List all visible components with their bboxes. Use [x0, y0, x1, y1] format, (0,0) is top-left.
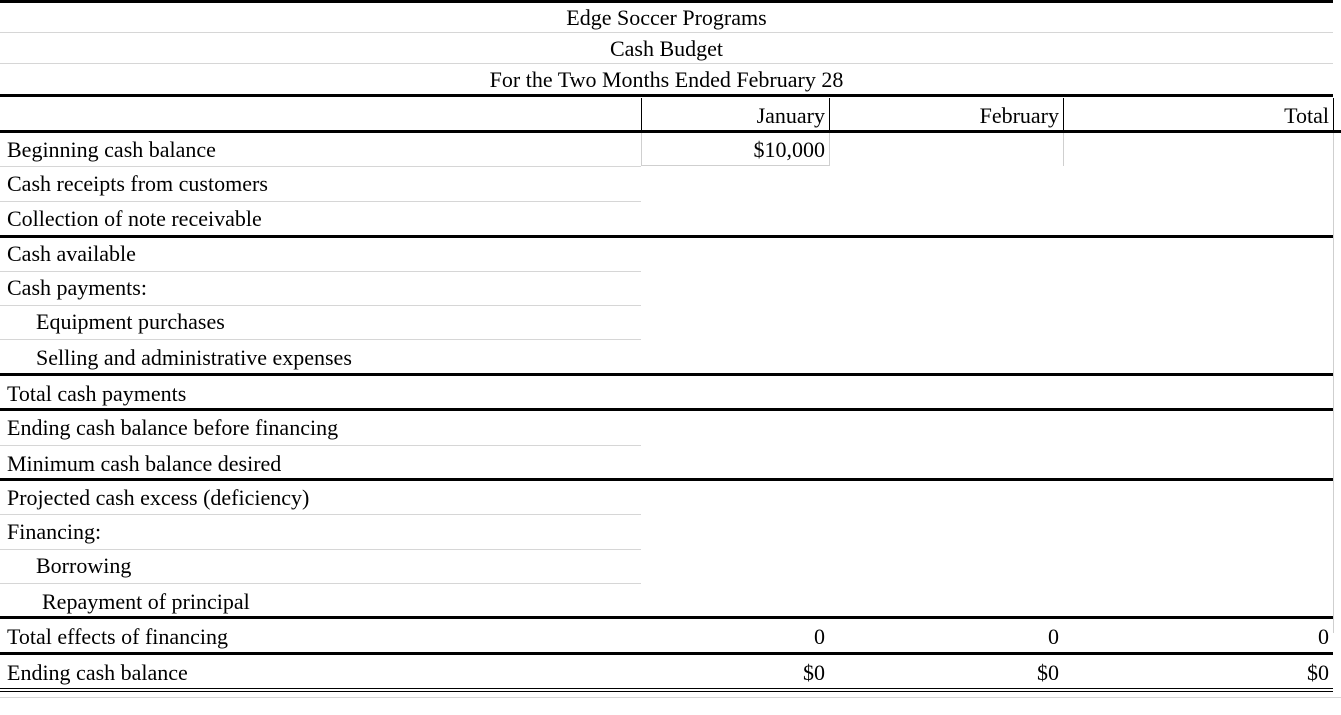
row-divider: [0, 514, 641, 515]
row-divider: [0, 583, 641, 584]
report-period: For the Two Months Ended February 28: [489, 67, 844, 92]
ending-cash-january[interactable]: $0: [803, 660, 825, 685]
subtotal-border: [0, 408, 1333, 411]
column-separator: [1333, 98, 1334, 132]
column-header-january: January: [756, 103, 825, 128]
row-label-cash-available: Cash available: [7, 241, 136, 266]
subtotal-border: [0, 652, 1333, 655]
row-label-note-collection: Collection of note receivable: [7, 206, 262, 231]
row-label-beginning-cash: Beginning cash balance: [7, 137, 216, 162]
column-header-total: Total: [1284, 103, 1329, 128]
row-label-equipment: Equipment purchases: [36, 309, 225, 334]
subtotal-border: [0, 478, 1333, 481]
company-name: Edge Soccer Programs: [566, 5, 767, 30]
double-underline-top: [0, 688, 1333, 689]
header-bottom-border: [0, 94, 1333, 97]
row-label-ending-before-financing: Ending cash balance before financing: [7, 415, 339, 440]
row-label-cash-payments: Cash payments:: [7, 275, 147, 300]
row-label-total-payments: Total cash payments: [7, 381, 187, 406]
report-title: Cash Budget: [609, 36, 724, 61]
double-underline-bottom: [0, 691, 1333, 692]
row-divider: [0, 305, 641, 306]
row-divider: [0, 166, 641, 167]
ending-cash-february[interactable]: $0: [1037, 660, 1059, 685]
row-label-projected-excess: Projected cash excess (deficiency): [7, 485, 310, 510]
column-separator: [1063, 98, 1064, 132]
row-divider: [0, 63, 1333, 64]
row-label-selling-admin: Selling and administrative expenses: [36, 345, 352, 370]
total-financing-total[interactable]: 0: [1318, 624, 1329, 649]
column-separator: [641, 98, 642, 132]
beginning-cash-january[interactable]: $10,000: [753, 137, 825, 162]
row-label-financing: Financing:: [7, 519, 102, 544]
top-border: [0, 0, 1333, 3]
row-divider: [0, 549, 641, 550]
total-financing-january[interactable]: 0: [814, 624, 825, 649]
row-divider: [0, 271, 641, 272]
row-divider: [0, 201, 641, 202]
row-label-total-financing: Total effects of financing: [7, 624, 229, 649]
cell-border: [829, 133, 830, 166]
column-header-february: February: [979, 103, 1059, 128]
column-separator: [829, 98, 830, 132]
row-divider: [0, 339, 641, 340]
row-label-minimum-cash: Minimum cash balance desired: [7, 451, 282, 476]
row-label-repayment: Repayment of principal: [42, 589, 250, 614]
right-edge: [1333, 133, 1334, 633]
row-divider: [0, 32, 1333, 33]
row-divider: [0, 697, 1341, 698]
ending-cash-total[interactable]: $0: [1307, 660, 1329, 685]
row-divider: [0, 445, 641, 446]
row-label-borrowing: Borrowing: [36, 553, 132, 578]
subtotal-border: [0, 616, 1333, 619]
row-label-cash-receipts: Cash receipts from customers: [7, 171, 268, 196]
subtotal-border: [0, 235, 1333, 238]
subtotal-border: [0, 373, 1333, 376]
total-financing-february[interactable]: 0: [1048, 624, 1059, 649]
row-label-ending-cash: Ending cash balance: [7, 660, 188, 685]
cell-border: [1063, 133, 1064, 166]
